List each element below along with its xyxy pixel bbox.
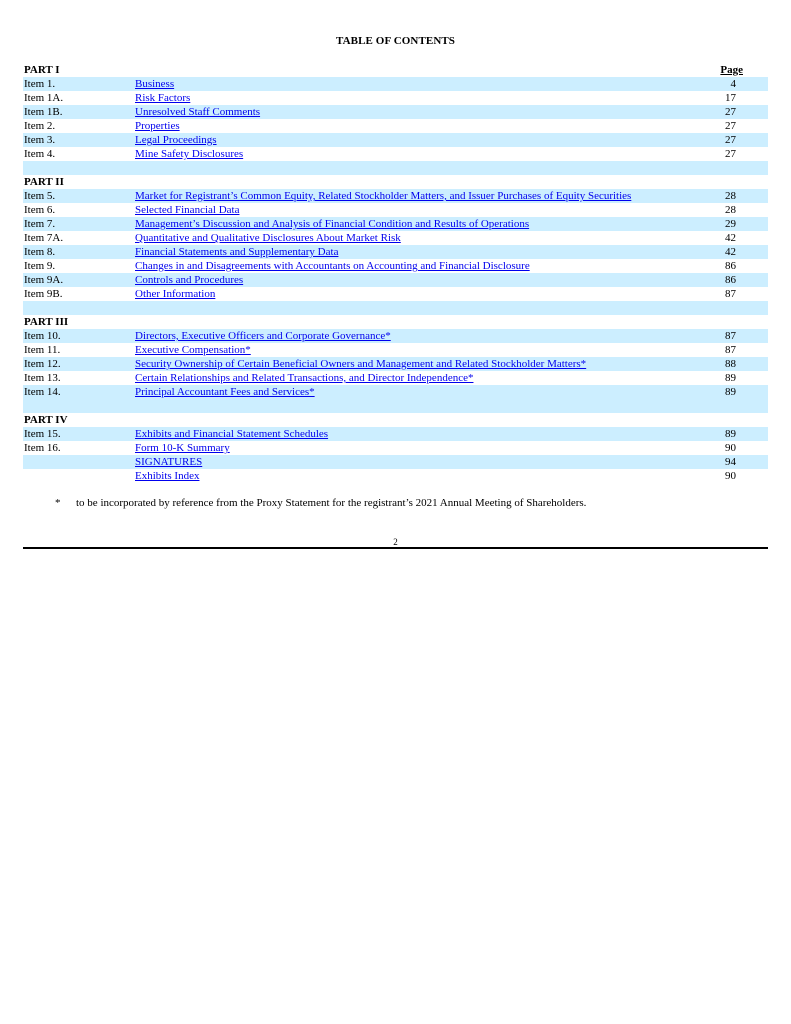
item-number: Item 11.	[24, 344, 61, 356]
page-number-cell: 89	[725, 428, 736, 440]
toc-row	[23, 287, 768, 301]
toc-link[interactable]: Selected Financial Data	[135, 204, 240, 216]
toc-row	[23, 91, 768, 105]
toc-row	[23, 231, 768, 245]
page-number-cell: 86	[725, 260, 736, 272]
page-number-cell: 27	[725, 134, 736, 146]
document-title: TABLE OF CONTENTS	[335, 35, 456, 47]
page-number-cell: 87	[725, 344, 736, 356]
toc-link[interactable]: Market for Registrant’s Common Equity, Related Stockholder Matters, and Issuer Purchases of Equity Securities	[135, 190, 632, 202]
page-number-cell: 27	[725, 148, 736, 160]
item-number: Item 1.	[24, 78, 56, 90]
toc-link[interactable]: Controls and Procedures	[135, 274, 244, 286]
toc-row	[23, 441, 768, 455]
part-label: PART IV	[24, 414, 68, 426]
part-spacer	[23, 399, 768, 413]
toc-row	[23, 189, 768, 203]
page-number-cell: 28	[725, 190, 736, 202]
page-number-cell: 42	[725, 246, 736, 258]
toc-link[interactable]: Mine Safety Disclosures	[135, 148, 244, 160]
toc-row	[23, 133, 768, 147]
page-number-cell: 27	[725, 120, 736, 132]
toc-row	[23, 105, 768, 119]
toc-link[interactable]: Risk Factors	[135, 92, 191, 104]
toc-link[interactable]: Exhibits Index	[135, 470, 200, 482]
page-number-cell: 88	[725, 358, 736, 370]
part-label: PART III	[24, 316, 69, 328]
page-number-cell: 94	[725, 456, 736, 468]
page-number-cell: 86	[725, 274, 736, 286]
toc-row	[23, 343, 768, 357]
item-number: Item 9A.	[24, 274, 64, 286]
page-bottom-rule	[23, 547, 768, 549]
toc-row	[23, 119, 768, 133]
page-number-cell: 42	[725, 232, 736, 244]
item-number: Item 14.	[24, 386, 61, 398]
toc-row	[23, 329, 768, 343]
toc-row	[23, 385, 768, 399]
page-column-header: Page	[720, 64, 743, 76]
toc-link[interactable]: Business	[135, 78, 175, 90]
item-number: Item 5.	[24, 190, 56, 202]
item-number: Item 6.	[24, 204, 56, 216]
toc-row	[23, 371, 768, 385]
toc-row	[23, 203, 768, 217]
footnote-mark: *	[55, 497, 61, 509]
page-number-cell: 28	[725, 204, 736, 216]
item-number: Item 15.	[24, 428, 61, 440]
page-number: 2	[393, 537, 398, 547]
toc-row	[23, 259, 768, 273]
toc-link[interactable]: Form 10-K Summary	[135, 442, 230, 454]
toc-link[interactable]: Security Ownership of Certain Beneficial Owners and Management and Related Stockholder Matters*	[135, 358, 587, 370]
toc-row	[23, 273, 768, 287]
toc-row	[23, 77, 768, 91]
toc-link[interactable]: Certain Relationships and Related Transactions, and Director Independence*	[135, 372, 474, 384]
part-label: PART II	[24, 176, 64, 188]
item-number: Item 7.	[24, 218, 56, 230]
toc-link[interactable]: Other Information	[135, 288, 216, 300]
page-number-cell: 29	[725, 218, 736, 230]
table-of-contents	[23, 63, 768, 483]
footnote-text: to be incorporated by reference from the Proxy Statement for the registrant’s 2021 Annual Meeting of Shareholders.	[76, 497, 587, 509]
toc-link[interactable]: Legal Proceedings	[135, 134, 217, 146]
toc-row	[23, 469, 768, 483]
toc-link[interactable]: Properties	[135, 120, 180, 132]
item-number: Item 8.	[24, 246, 56, 258]
toc-row	[23, 147, 768, 161]
toc-row	[23, 357, 768, 371]
toc-link[interactable]: Unresolved Staff Comments	[135, 106, 261, 118]
toc-row	[23, 245, 768, 259]
toc-link[interactable]: Exhibits and Financial Statement Schedules	[135, 428, 329, 440]
part-heading-row	[23, 315, 768, 329]
page-number-cell: 87	[725, 330, 736, 342]
part-spacer	[23, 161, 768, 175]
part-heading-row	[23, 175, 768, 189]
page-number-cell: 90	[725, 442, 736, 454]
item-number: Item 9.	[24, 260, 56, 272]
part-spacer	[23, 301, 768, 315]
toc-row	[23, 217, 768, 231]
item-number: Item 1B.	[24, 106, 63, 118]
part-label: PART I	[24, 64, 60, 76]
toc-link[interactable]: Executive Compensation*	[135, 344, 251, 356]
page-number-cell: 90	[725, 470, 736, 482]
item-number: Item 2.	[24, 120, 56, 132]
toc-link[interactable]: Management’s Discussion and Analysis of Financial Condition and Results of Operations	[135, 218, 530, 230]
toc-link[interactable]: Directors, Executive Officers and Corporate Governance*	[135, 330, 391, 342]
toc-link[interactable]: Principal Accountant Fees and Services*	[135, 386, 315, 398]
toc-row	[23, 455, 768, 469]
toc-link[interactable]: Financial Statements and Supplementary Data	[135, 246, 339, 258]
page-number-cell: 89	[725, 386, 736, 398]
item-number: Item 3.	[24, 134, 56, 146]
item-number: Item 13.	[24, 372, 61, 384]
part-heading-row	[23, 63, 768, 77]
item-number: Item 1A.	[24, 92, 64, 104]
toc-row	[23, 427, 768, 441]
item-number: Item 4.	[24, 148, 56, 160]
page-number-cell: 89	[725, 372, 736, 384]
page-number-cell: 17	[725, 92, 736, 104]
toc-link[interactable]: Changes in and Disagreements with Accountants on Accounting and Financial Disclosure	[135, 260, 530, 272]
page-number-cell: 27	[725, 106, 736, 118]
item-number: Item 7A.	[24, 232, 64, 244]
part-heading-row	[23, 413, 768, 427]
page-number-cell: 87	[725, 288, 736, 300]
item-number: Item 10.	[24, 330, 61, 342]
item-number: Item 9B.	[24, 288, 63, 300]
toc-link[interactable]: Quantitative and Qualitative Disclosures About Market Risk	[135, 232, 401, 244]
toc-link[interactable]: SIGNATURES	[135, 456, 203, 468]
page-number-cell: 4	[730, 78, 736, 90]
item-number: Item 12.	[24, 358, 61, 370]
item-number: Item 16.	[24, 442, 61, 454]
